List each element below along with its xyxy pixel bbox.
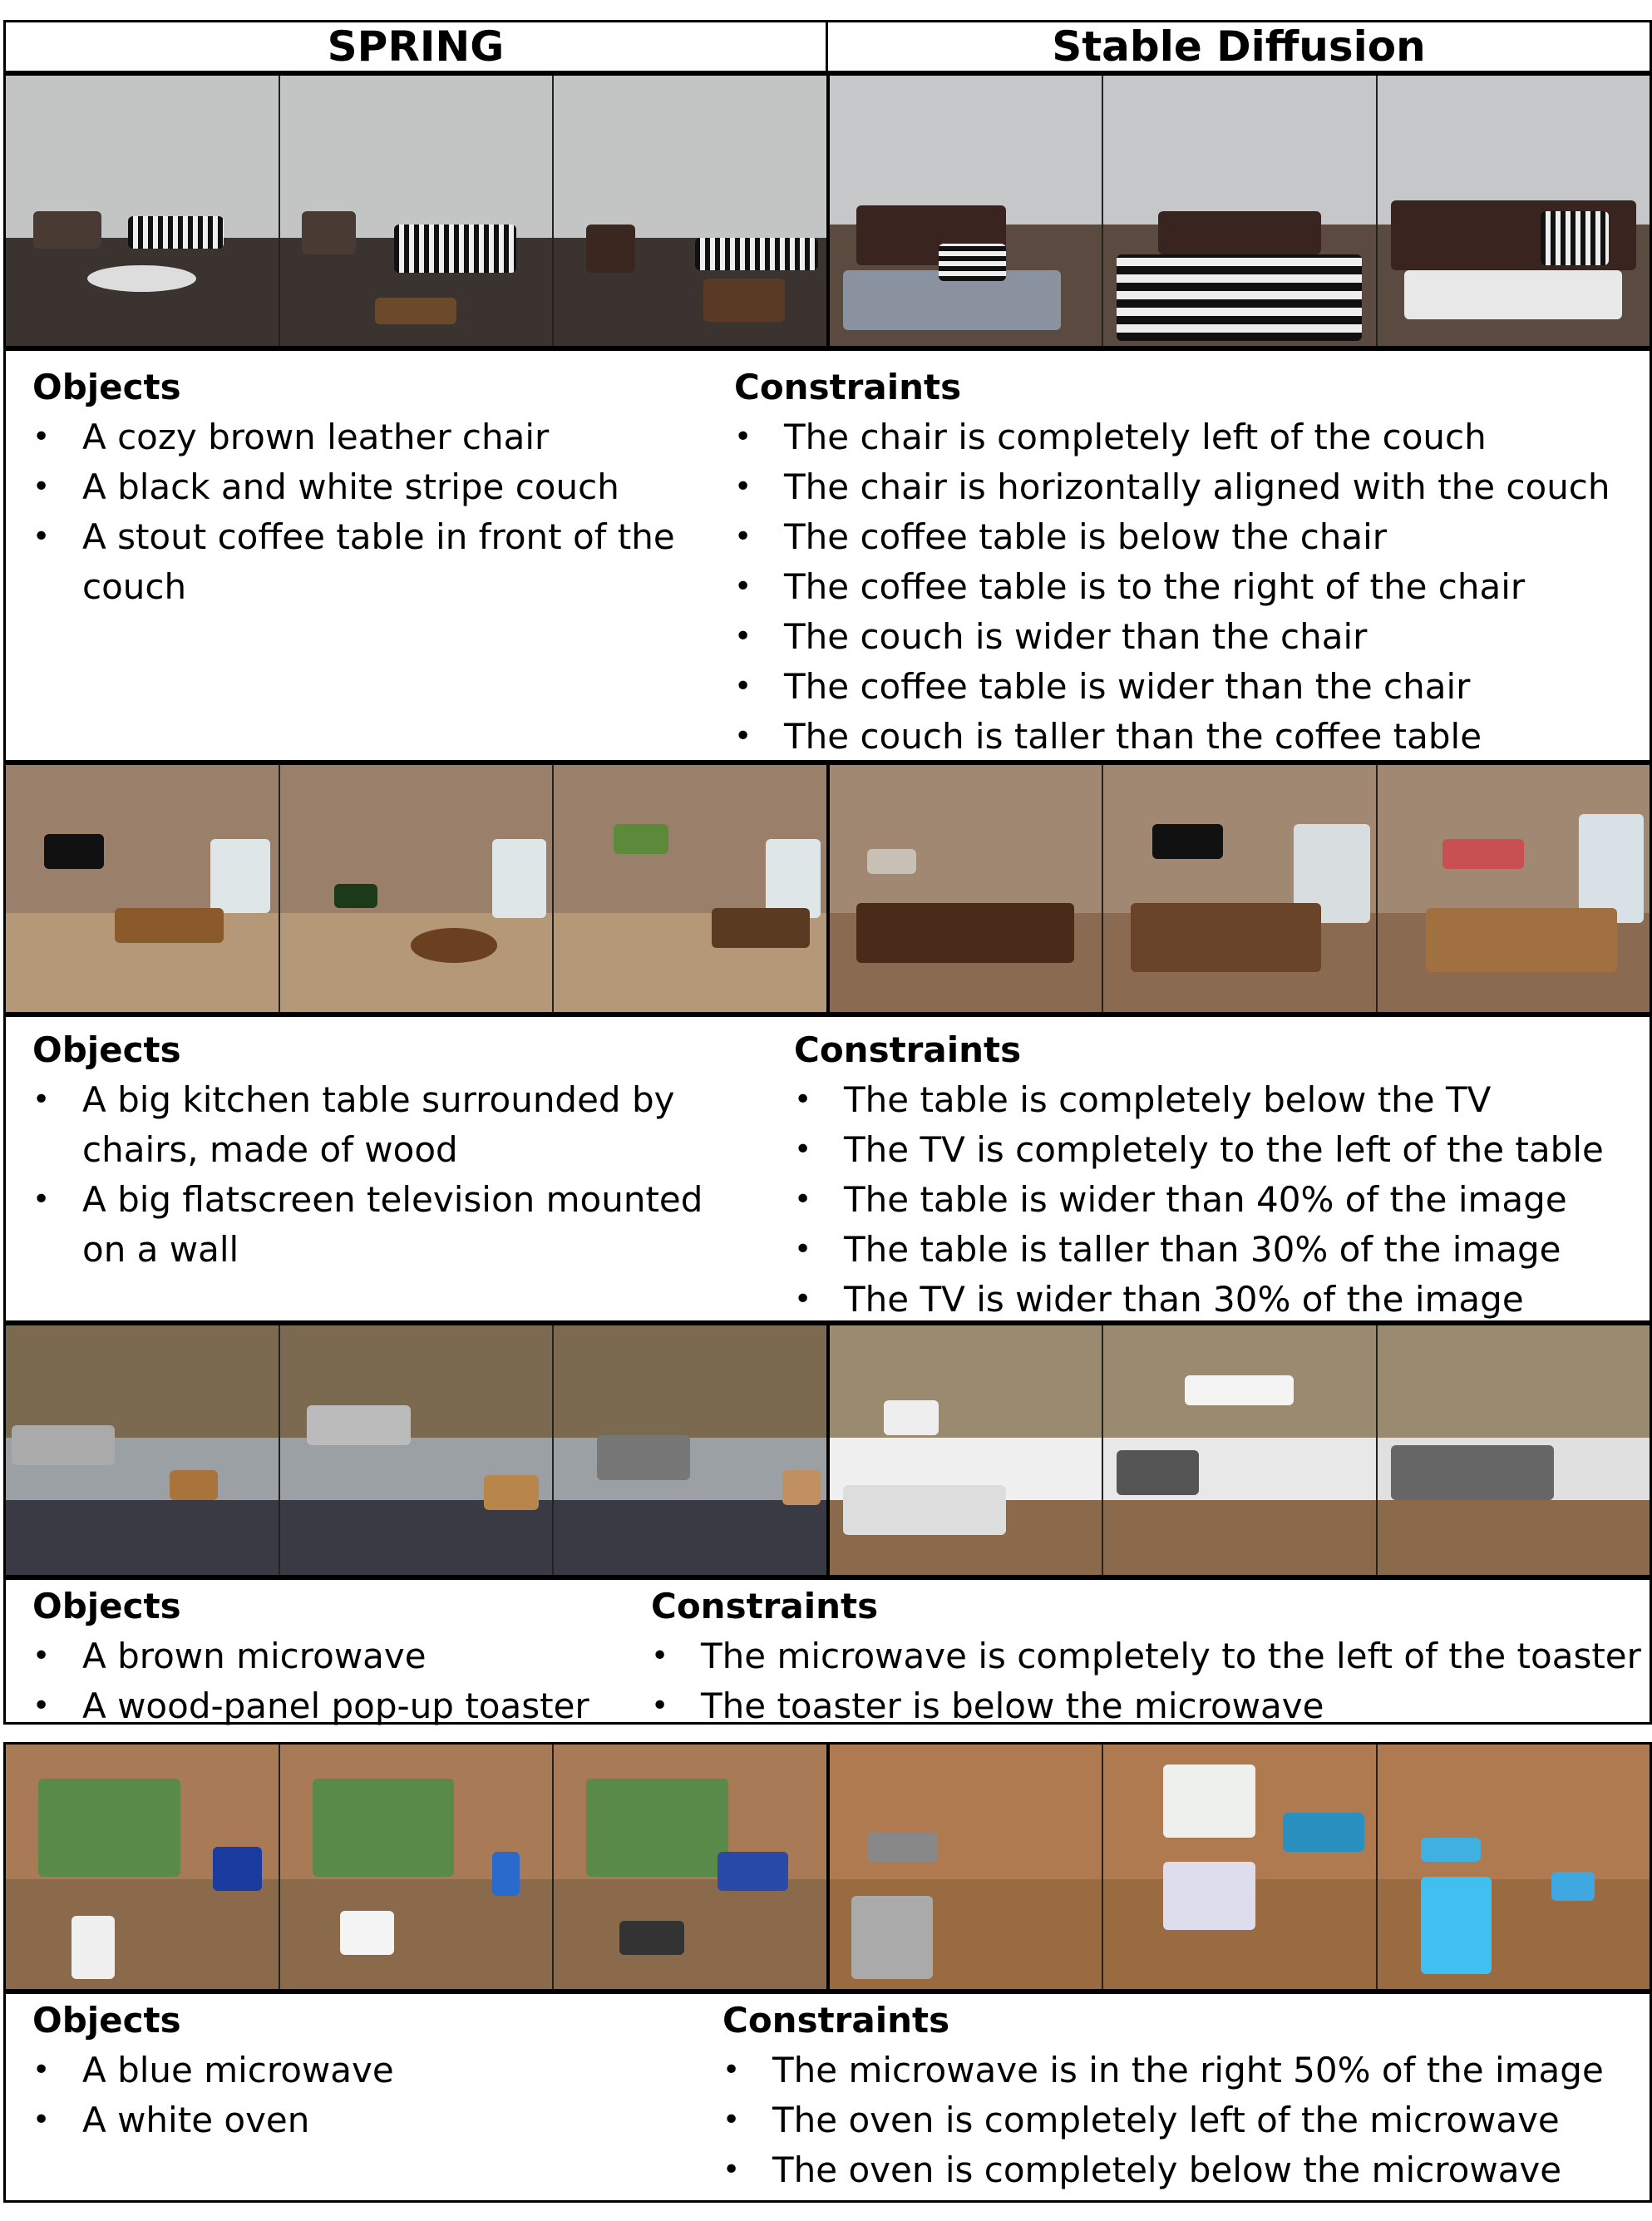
spring-image-2 xyxy=(280,1325,555,1575)
objects-heading: Objects xyxy=(32,367,181,407)
list-item: • A black and white stripe couch xyxy=(32,462,698,512)
constraints-heading: Constraints xyxy=(722,2000,950,2041)
image-strip-living-room xyxy=(3,73,1652,348)
objects-heading: Objects xyxy=(32,1586,181,1626)
image-strip-kitchen-counter xyxy=(3,1323,1652,1577)
sd-image-2 xyxy=(1103,1325,1378,1575)
list-item: • A cozy brown leather chair xyxy=(32,412,698,462)
list-item: • The table is wider than 40% of the image xyxy=(794,1175,1650,1225)
constraints-heading: Constraints xyxy=(734,367,962,407)
spring-image-3 xyxy=(554,1325,830,1575)
spring-image-3 xyxy=(554,765,830,1012)
objects-heading: Objects xyxy=(32,2000,181,2041)
list-item: • The coffee table is wider than the chair xyxy=(734,662,1649,712)
column-header-spring: SPRING xyxy=(3,20,828,73)
list-item: • A big kitchen table surrounded by chairs, made of wood xyxy=(32,1075,731,1175)
spring-image-3 xyxy=(554,1745,830,1989)
spring-image-2 xyxy=(280,765,555,1012)
list-item: • The chair is horizontally aligned with the couch xyxy=(734,462,1649,512)
sd-image-1 xyxy=(830,1325,1104,1575)
sd-image-1 xyxy=(830,1745,1104,1989)
constraints-list xyxy=(722,1996,1645,2195)
image-strip-kitchen-appliances xyxy=(3,1742,1652,1991)
objects-list xyxy=(32,1025,731,1275)
constraints-list xyxy=(734,363,1649,762)
image-strip-dining-room xyxy=(3,763,1652,1014)
sd-image-2 xyxy=(1103,765,1378,1012)
list-item: • The oven is completely below the microwave xyxy=(722,2145,1645,2195)
row-3-text xyxy=(3,1577,1652,1725)
row-4-text xyxy=(3,1991,1652,2203)
list-item: • The couch is taller than the coffee table xyxy=(734,712,1649,762)
sd-image-1 xyxy=(830,76,1104,346)
row-2-text xyxy=(3,1014,1652,1323)
sd-image-2 xyxy=(1103,1745,1378,1989)
spring-image-1 xyxy=(6,765,280,1012)
list-item: • The table is taller than 30% of the image xyxy=(794,1225,1650,1275)
constraints-list xyxy=(794,1025,1650,1325)
column-header-stable-diffusion: Stable Diffusion xyxy=(826,20,1652,73)
constraints-heading: Constraints xyxy=(794,1029,1022,1070)
list-item: • A white oven xyxy=(32,2095,681,2145)
row-1-text xyxy=(3,348,1652,763)
spring-image-1 xyxy=(6,1325,280,1575)
list-item: • The chair is completely left of the couch xyxy=(734,412,1649,462)
list-item: • A big flatscreen television mounted on a wall xyxy=(32,1175,731,1275)
figure-frame xyxy=(3,20,1652,2204)
sd-image-1 xyxy=(830,765,1104,1012)
sd-image-2 xyxy=(1103,76,1378,346)
spring-image-2 xyxy=(280,76,555,346)
list-item: • The oven is completely left of the microwave xyxy=(722,2095,1645,2145)
list-item: • The coffee table is to the right of the chair xyxy=(734,562,1649,612)
list-item: • A brown microwave xyxy=(32,1631,631,1681)
list-item: • The couch is wider than the chair xyxy=(734,612,1649,662)
constraints-heading: Constraints xyxy=(651,1586,879,1626)
list-item: • A stout coffee table in front of the couch xyxy=(32,512,698,612)
spring-image-1 xyxy=(6,1745,280,1989)
objects-list xyxy=(32,1996,681,2145)
list-item: • The TV is completely to the left of the table xyxy=(794,1125,1650,1175)
sd-image-3 xyxy=(1378,76,1650,346)
spring-image-2 xyxy=(280,1745,555,1989)
constraints-list xyxy=(651,1582,1649,1731)
list-item: • The table is completely below the TV xyxy=(794,1075,1650,1125)
objects-list xyxy=(32,1582,631,1731)
list-item: • A blue microwave xyxy=(32,2046,681,2095)
objects-list xyxy=(32,363,698,612)
spring-image-1 xyxy=(6,76,280,346)
objects-heading: Objects xyxy=(32,1029,181,1070)
sd-image-3 xyxy=(1378,1325,1650,1575)
list-item: • The toaster is below the microwave xyxy=(651,1681,1649,1731)
spring-image-3 xyxy=(554,76,830,346)
list-item: • The coffee table is below the chair xyxy=(734,512,1649,562)
list-item: • The microwave is completely to the left of the toaster xyxy=(651,1631,1649,1681)
list-item: • A wood-panel pop-up toaster xyxy=(32,1681,631,1731)
list-item: • The TV is wider than 30% of the image xyxy=(794,1275,1650,1325)
sd-image-3 xyxy=(1378,1745,1650,1989)
list-item: • The microwave is in the right 50% of the image xyxy=(722,2046,1645,2095)
sd-image-3 xyxy=(1378,765,1650,1012)
